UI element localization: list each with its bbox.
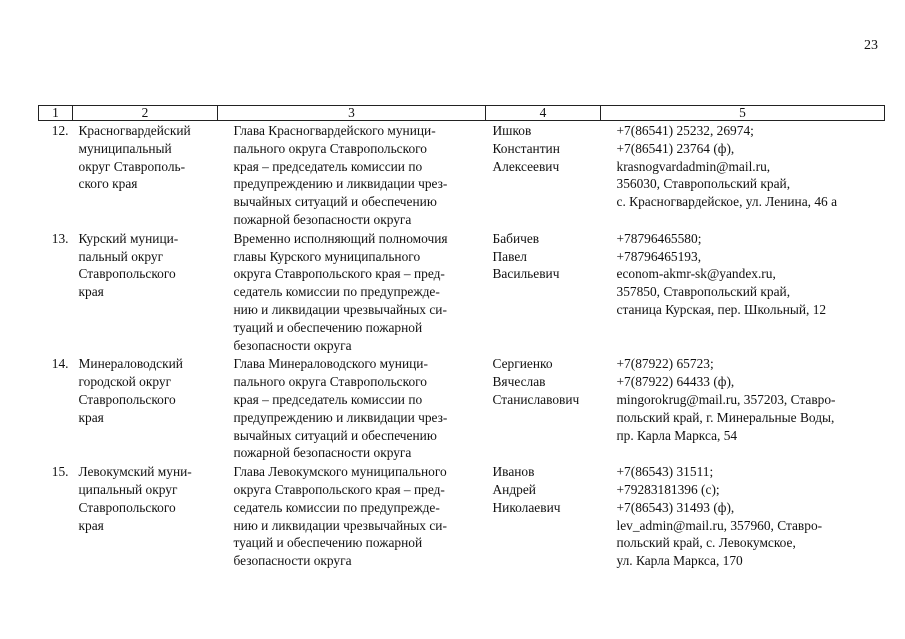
district-name: Курский муници- пальный округ Ставропольского края — [78, 230, 179, 300]
district-name: Левокумский муни- ципальный округ Ставропольского края — [78, 464, 192, 533]
official-position: Глава Минераловодского муници- пального округа Ставропольского края – председатель комиссии по предупреждению и ликвидации чрез- вычайных ситуаций и обеспечению пожарной безопасности округа — [233, 356, 448, 461]
row-number: 15. — [51, 464, 69, 480]
column-header-4: 4 — [486, 106, 601, 121]
district-name: Красногвардейский муниципальный округ Ставрополь- ского края — [78, 123, 191, 192]
contact-details: +78796465580; +78796465193, econom-akmr-sk@yandex.ru, 357850, Ставропольский край, станица Курская, пер. Школьный, 12 — [616, 230, 827, 317]
header-row — [39, 106, 885, 121]
table-row — [39, 121, 885, 229]
table-header — [39, 106, 885, 121]
table-row — [39, 354, 885, 462]
row-number: 13. — [51, 230, 69, 246]
table-row — [39, 229, 885, 355]
contact-details: +7(86543) 31511; +79283181396 (с); +7(86543) 31493 (ф), lev_admin@mail.ru, 357960, Ставро- польский край, с. Левокумское, ул. Карла Маркса, 170 — [616, 464, 823, 569]
contacts-table — [38, 105, 885, 570]
row-number: 12. — [51, 123, 69, 138]
contact-details: +7(87922) 65723; +7(87922) 64433 (ф), mingorokrug@mail.ru, 357203, Ставро- польский край, г. Минеральные Воды, пр. Карла Маркса, 54 — [616, 356, 836, 443]
official-name: Иванов Андрей Николаевич — [492, 464, 561, 515]
table-row — [39, 462, 885, 570]
column-header-2: 2 — [73, 106, 218, 121]
contact-details: +7(86541) 25232, 26974; +7(86541) 23764 (ф), krasnogvardadmin@mail.ru, 356030, Ставропольский край, с. Красногвардейское, ул. Ленина, 46 а — [616, 123, 838, 210]
official-position: Глава Красногвардейского муници- пального округа Ставропольского края – председатель комиссии по предупреждению и ликвидации чрез- вычайных ситуаций и обеспечению пожарной безопасности округа — [233, 123, 448, 227]
page-number: 23 — [864, 38, 878, 53]
row-number: 14. — [51, 356, 69, 372]
official-name: Бабичев Павел Васильевич — [492, 230, 560, 282]
column-header-1: 1 — [39, 106, 73, 121]
column-header-5: 5 — [601, 106, 885, 121]
official-position: Глава Левокумского муниципального округа Ставропольского края – пред- седатель комиссии по предупрежде- нию и ликвидации чрезвычайных си- туаций и обеспечению пожарной безопасности округа — [233, 464, 447, 569]
column-header-3: 3 — [218, 106, 486, 121]
official-position: Временно исполняющий полномочия главы Курского муниципального округа Ставропольского края – пред- седатель комиссии по предупрежде- нию и ликвидации чрезвычайных си- туаций и обеспечению пожарной безопасности округа — [233, 230, 448, 353]
table-body — [39, 121, 885, 570]
official-name: Ишков Константин Алексеевич — [492, 123, 560, 174]
district-name: Минераловодский городской округ Ставропольского края — [78, 356, 183, 425]
official-name: Сергиенко Вячеслав Станиславович — [492, 356, 580, 407]
